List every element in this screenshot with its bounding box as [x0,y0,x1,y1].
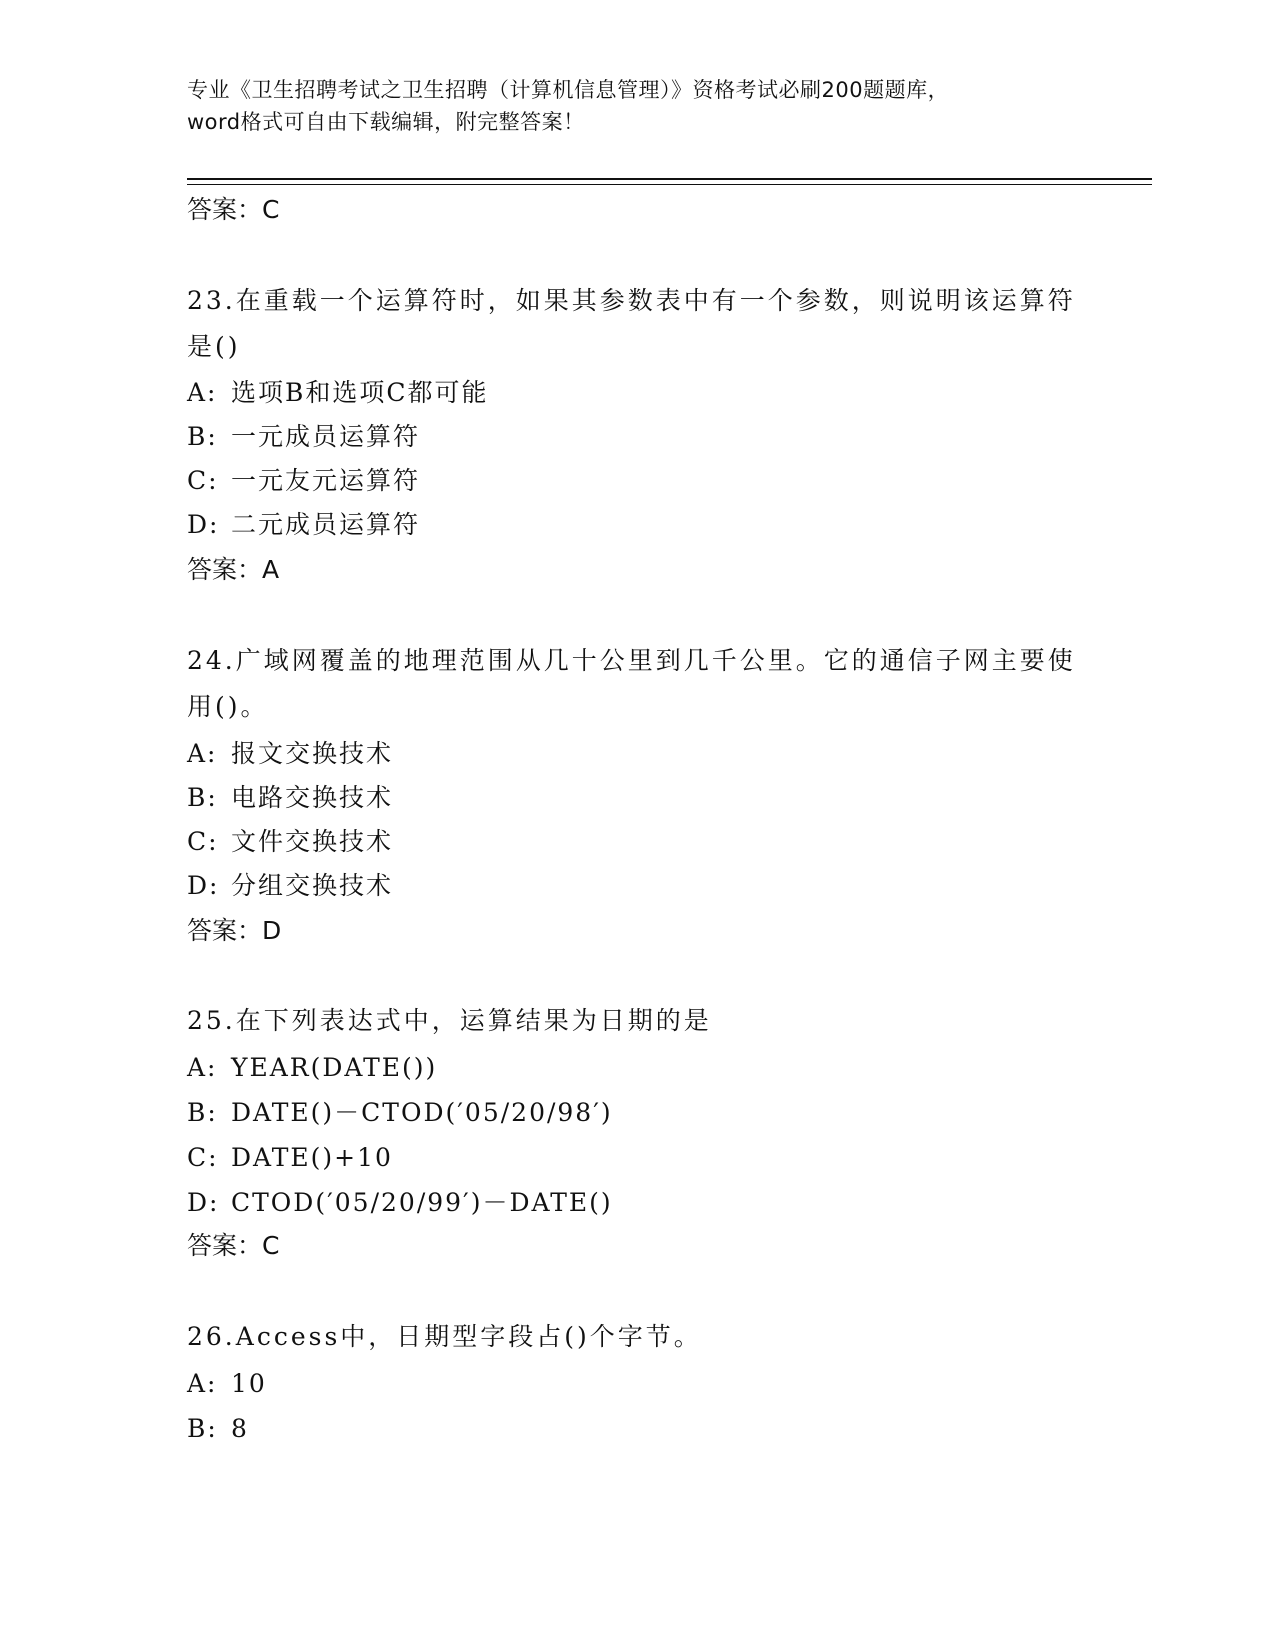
option-text: YEAR(DATE()) [231,1053,438,1082]
q25-option-b [187,1096,613,1130]
q24-option-b [187,781,393,815]
option-letter: D: [187,871,220,900]
q23-option-a [187,376,489,410]
option-letter: B: [187,783,218,812]
option-letter: D: [187,510,220,539]
document-header [187,74,1087,138]
question-23-text: 23.在重载一个运算符时，如果其参数表中有一个参数，则说明该运算符是() [187,286,1076,361]
answer-q23: 答案：A [187,555,280,584]
option-text: 分组交换技术 [231,871,394,900]
option-letter: C: [187,1143,219,1172]
q23-option-c [187,464,420,498]
question-26-text: 26.Access中，日期型字段占()个字节。 [187,1322,702,1351]
question-24-text: 24.广域网覆盖的地理范围从几十公里到几千公里。它的通信子网主要使用()。 [187,646,1076,721]
option-text: 电路交换技术 [231,783,394,812]
q23-option-d [187,508,420,542]
q26-option-b [187,1412,249,1446]
option-text: CTOD(′05/20/99′)－DATE() [231,1188,613,1217]
option-letter: B: [187,1414,218,1443]
option-letter: C: [187,827,219,856]
option-text: 10 [231,1369,267,1398]
option-letter: A: [187,1053,218,1082]
option-letter: A: [187,378,218,407]
header-title-line-2: word格式可自由下载编辑，附完整答案！ [187,110,585,134]
option-letter: B: [187,422,218,451]
option-text: 报文交换技术 [231,739,394,768]
q24-option-c [187,825,393,859]
q25-option-c [187,1141,393,1175]
q26-option-a [187,1367,267,1401]
option-text: 一元友元运算符 [231,466,421,495]
q23-option-b [187,420,420,454]
q24-option-d [187,869,393,903]
answer-q24: 答案：D [187,916,282,945]
q24-option-a [187,737,393,771]
option-letter: D: [187,1188,220,1217]
option-letter: A: [187,1369,218,1398]
option-letter: C: [187,466,219,495]
option-letter: A: [187,739,218,768]
option-text: 二元成员运算符 [231,510,421,539]
answer-q25: 答案：C [187,1231,280,1260]
q25-option-a [187,1051,437,1085]
option-text: 选项B和选项C都可能 [231,378,489,407]
header-title-line-1: 专业《卫生招聘考试之卫生招聘（计算机信息管理）》资格考试必刷200题题库， [187,78,950,102]
option-text: 8 [231,1414,249,1443]
option-text: 一元成员运算符 [231,422,421,451]
answer-q22: 答案：C [187,195,280,224]
header-divider-thin [187,184,1152,185]
q25-option-d [187,1186,613,1220]
option-text: DATE()－CTOD(′05/20/98′) [231,1098,613,1127]
header-divider-thick [187,178,1152,180]
option-text: 文件交换技术 [231,827,394,856]
question-25-text: 25.在下列表达式中，运算结果为日期的是 [187,1006,712,1035]
option-text: DATE()+10 [231,1143,393,1172]
option-letter: B: [187,1098,218,1127]
